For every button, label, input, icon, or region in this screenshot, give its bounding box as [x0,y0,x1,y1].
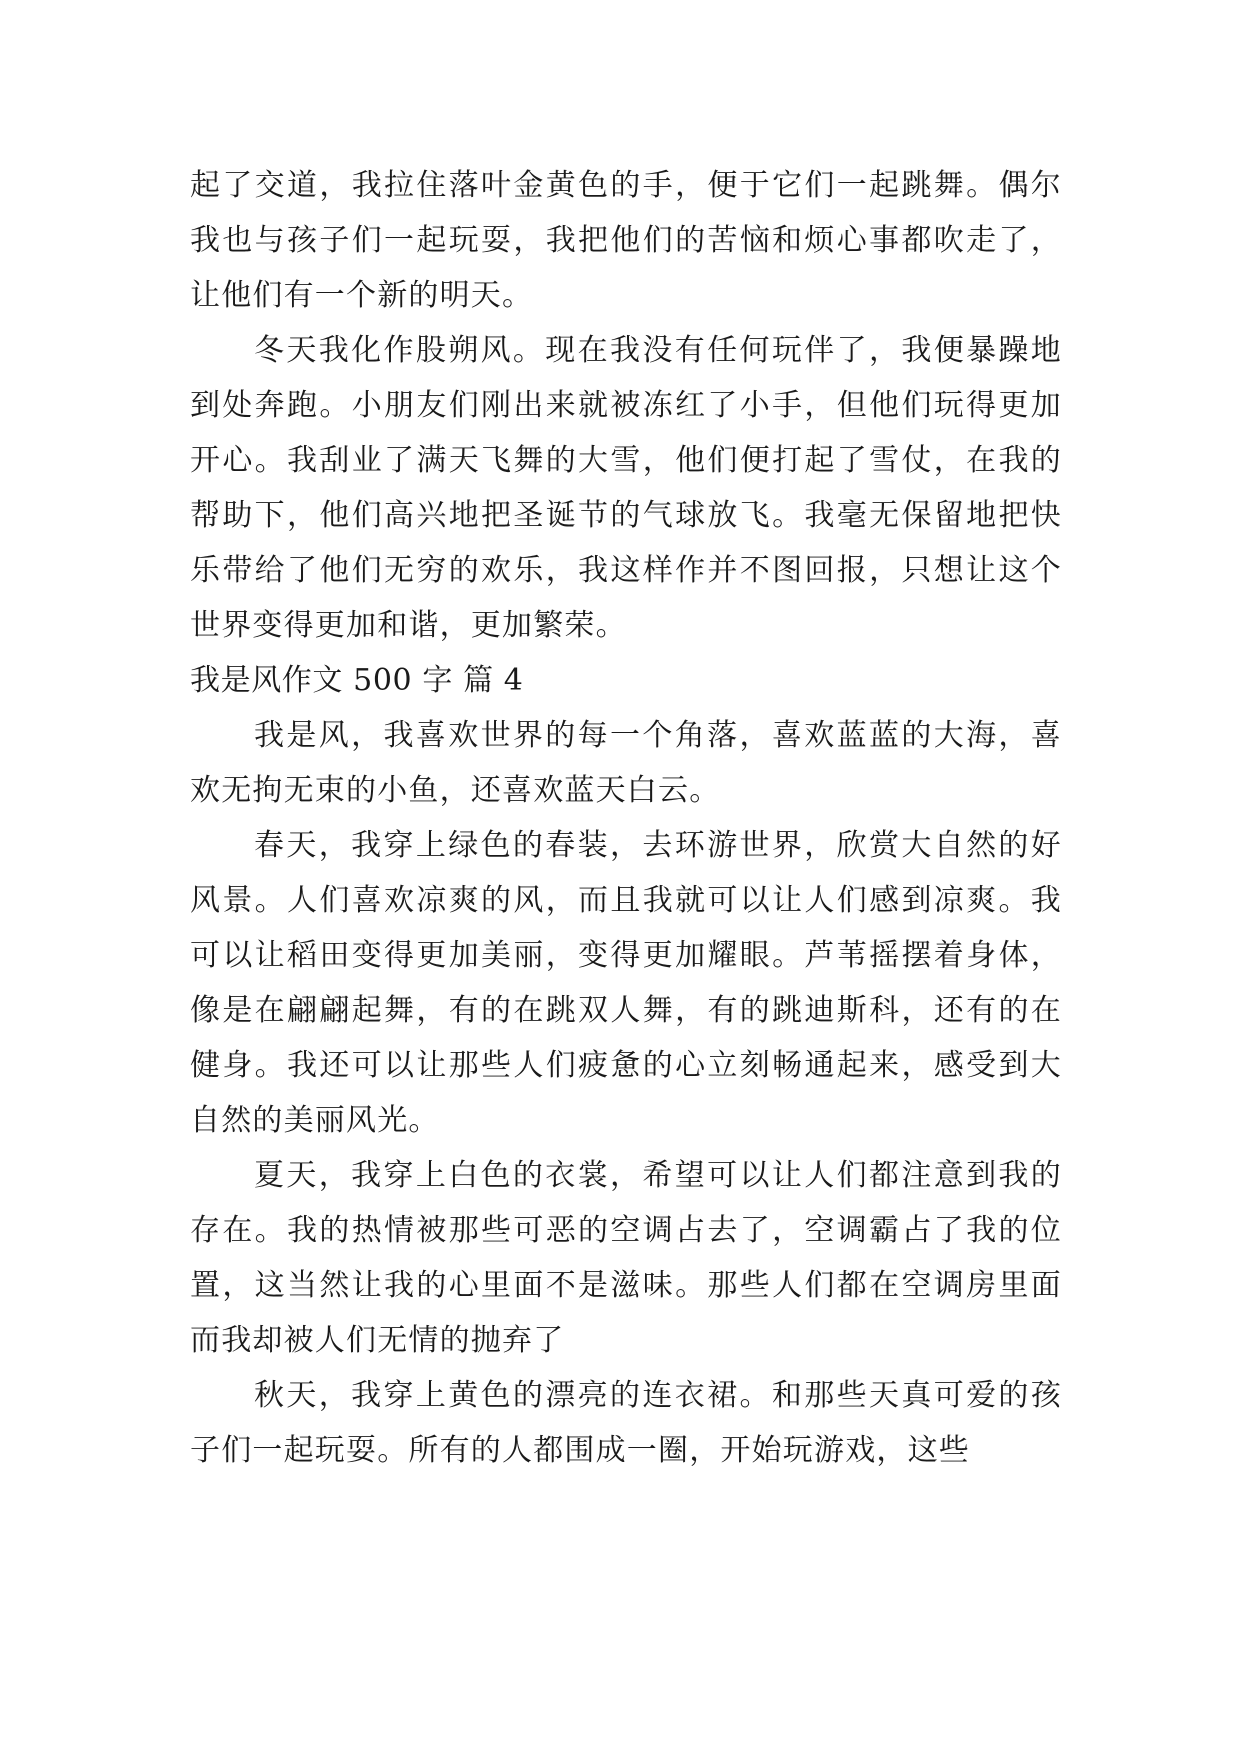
paragraph-spring: 春天，我穿上绿色的春装，去环游世界，欣赏大自然的好风景。人们喜欢凉爽的风，而且我就可以让人们感到凉爽。我可以让稻田变得更加美丽，变得更加耀眼。芦苇摇摆着身体，像是在翩翩起舞，有的在跳双人舞，有的跳迪斯科，还有的在健身。我还可以让那些人们疲惫的心立刻畅通起来，感受到大自然的美丽风光。 [190,828,1062,1138]
paragraph-intro: 我是风，我喜欢世界的每一个角落，喜欢蓝蓝的大海，喜欢无拘无束的小鱼，还喜欢蓝天白云。 [190,718,1062,808]
paragraph-summer: 夏天，我穿上白色的衣裳，希望可以让人们都注意到我的存在。我的热情被那些可恶的空调占去了，空调霸占了我的位置，这当然让我的心里面不是滋味。那些人们都在空调房里面而我却被人们无情的抛弃了 [190,1158,1062,1358]
document-body [190,158,1062,1478]
paragraph-autumn-continued: 起了交道，我拉住落叶金黄色的手，便于它们一起跳舞。偶尔我也与孩子们一起玩耍，我把他们的苦恼和烦心事都吹走了，让他们有一个新的明天。 [190,168,1062,313]
paragraph-winter: 冬天我化作股朔风。现在我没有任何玩伴了，我便暴躁地到处奔跑。小朋友们刚出来就被冻红了小手，但他们玩得更加开心。我刮业了满天飞舞的大雪，他们便打起了雪仗，在我的帮助下，他们高兴地把圣诞节的气球放飞。我毫无保留地把快乐带给了他们无穷的欢乐，我这样作并不图回报，只想让这个世界变得更加和谐，更加繁荣。 [190,333,1062,643]
section-heading: 我是风作文 500 字 篇 4 [190,663,524,698]
paragraph-autumn: 秋天，我穿上黄色的漂亮的连衣裙。和那些天真可爱的孩子们一起玩耍。所有的人都围成一圈，开始玩游戏，这些 [190,1378,1062,1468]
